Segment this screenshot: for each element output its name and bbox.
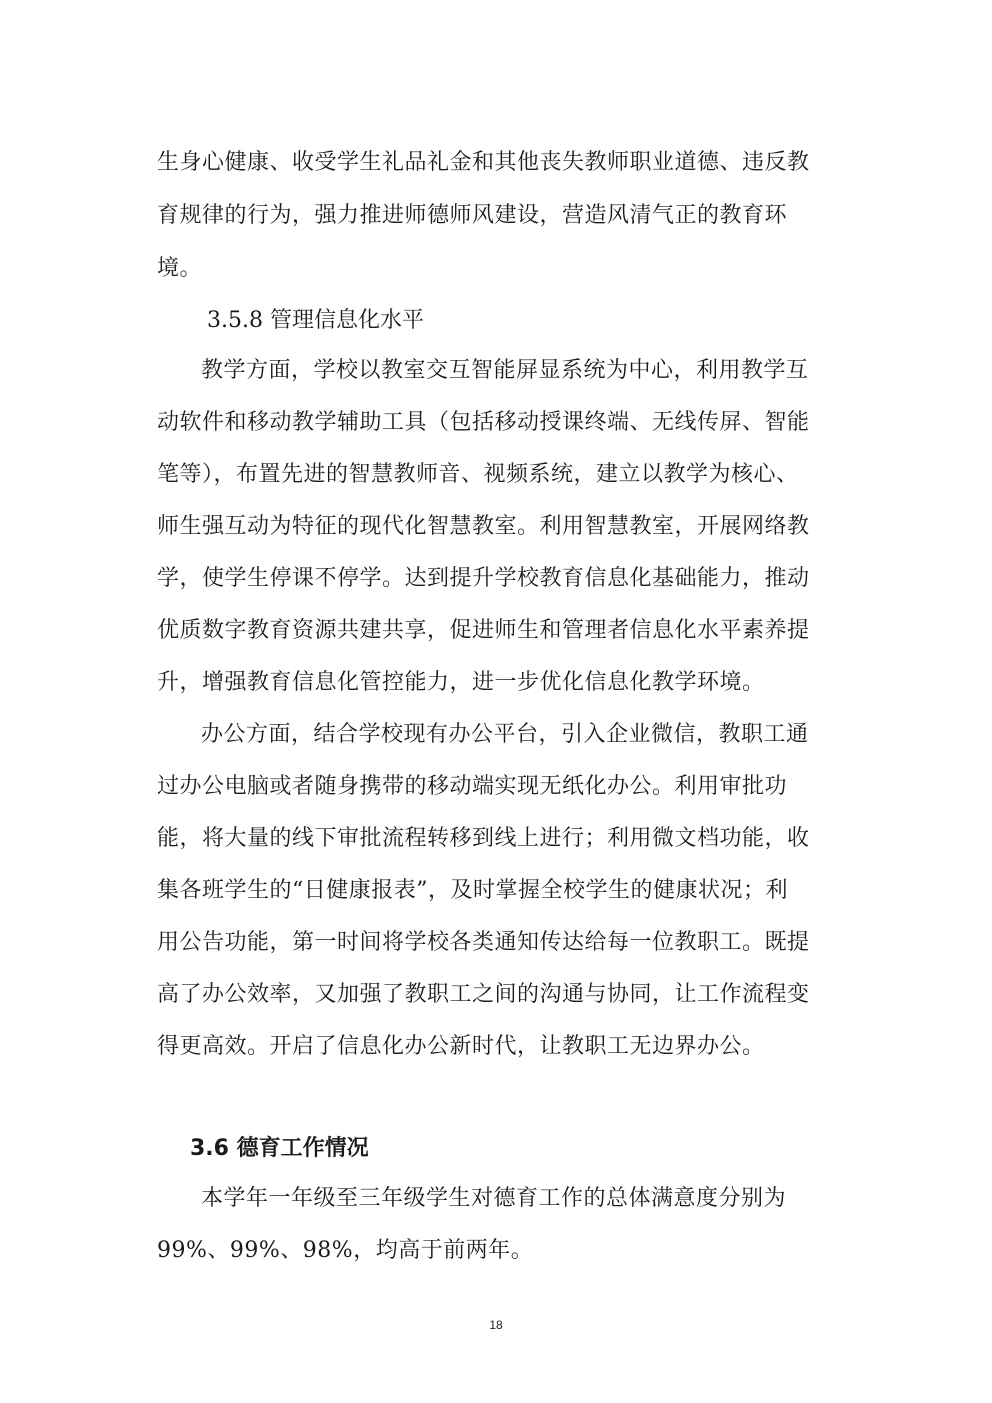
paragraph2-line-2: 过办公电脑或者随身携带的移动端实现无纸化办公。利用审批功 — [157, 774, 788, 799]
paragraph1-line-1: 教学方面，学校以教室交互智能屏显系统为中心，利用教学互 — [201, 358, 809, 383]
paragraph1-line-3: 笔等），布置先进的智慧教师音、视频系统，建立以教学为核心、 — [157, 462, 799, 487]
paragraph1-line-5: 学，使学生停课不停学。达到提升学校教育信息化基础能力，推动 — [157, 566, 810, 591]
paragraph1-line-2: 动软件和移动教学辅助工具（包括移动授课终端、无线传屏、智能 — [157, 410, 810, 435]
paragraph1-line-7: 升，增强教育信息化管控能力，进一步优化信息化教学环境。 — [157, 670, 765, 695]
page-number: 18 — [489, 1318, 503, 1332]
section36-line-2: 99%、99%、98%，均高于前两年。 — [157, 1238, 534, 1263]
paragraph2-line-3: 能，将大量的线下审批流程转移到线上进行；利用微文档功能，收 — [157, 826, 810, 851]
section36-line-1: 本学年一年级至三年级学生对德育工作的总体满意度分别为 — [201, 1186, 787, 1211]
continuation-line-3: 境。 — [157, 256, 203, 281]
paragraph2-line-4: 集各班学生的“日健康报表”，及时掌握全校学生的健康状况；利 — [157, 878, 788, 903]
continuation-line-2: 育规律的行为，强力推进师德师风建设，营造风清气正的教育环 — [157, 203, 788, 228]
paragraph1-line-6: 优质数字教育资源共建共享，促进师生和管理者信息化水平素养提 — [157, 618, 810, 643]
paragraph2-line-7: 得更高效。开启了信息化办公新时代，让教职工无边界办公。 — [157, 1034, 765, 1059]
section-heading-3-6: 3.6 德育工作情况 — [190, 1136, 369, 1161]
paragraph2-line-6: 高了办公效率，又加强了教职工之间的沟通与协同，让工作流程变 — [157, 982, 810, 1007]
paragraph1-line-4: 师生强互动为特征的现代化智慧教室。利用智慧教室，开展网络教 — [157, 514, 810, 539]
section-heading-3-5-8: 3.5.8 管理信息化水平 — [207, 308, 424, 333]
paragraph2-line-1: 办公方面，结合学校现有办公平台，引入企业微信，教职工通 — [201, 722, 809, 747]
continuation-line-1: 生身心健康、收受学生礼品礼金和其他丧失教师职业道德、违反教 — [157, 150, 810, 175]
paragraph2-line-5: 用公告功能，第一时间将学校各类通知传达给每一位教职工。既提 — [157, 930, 810, 955]
